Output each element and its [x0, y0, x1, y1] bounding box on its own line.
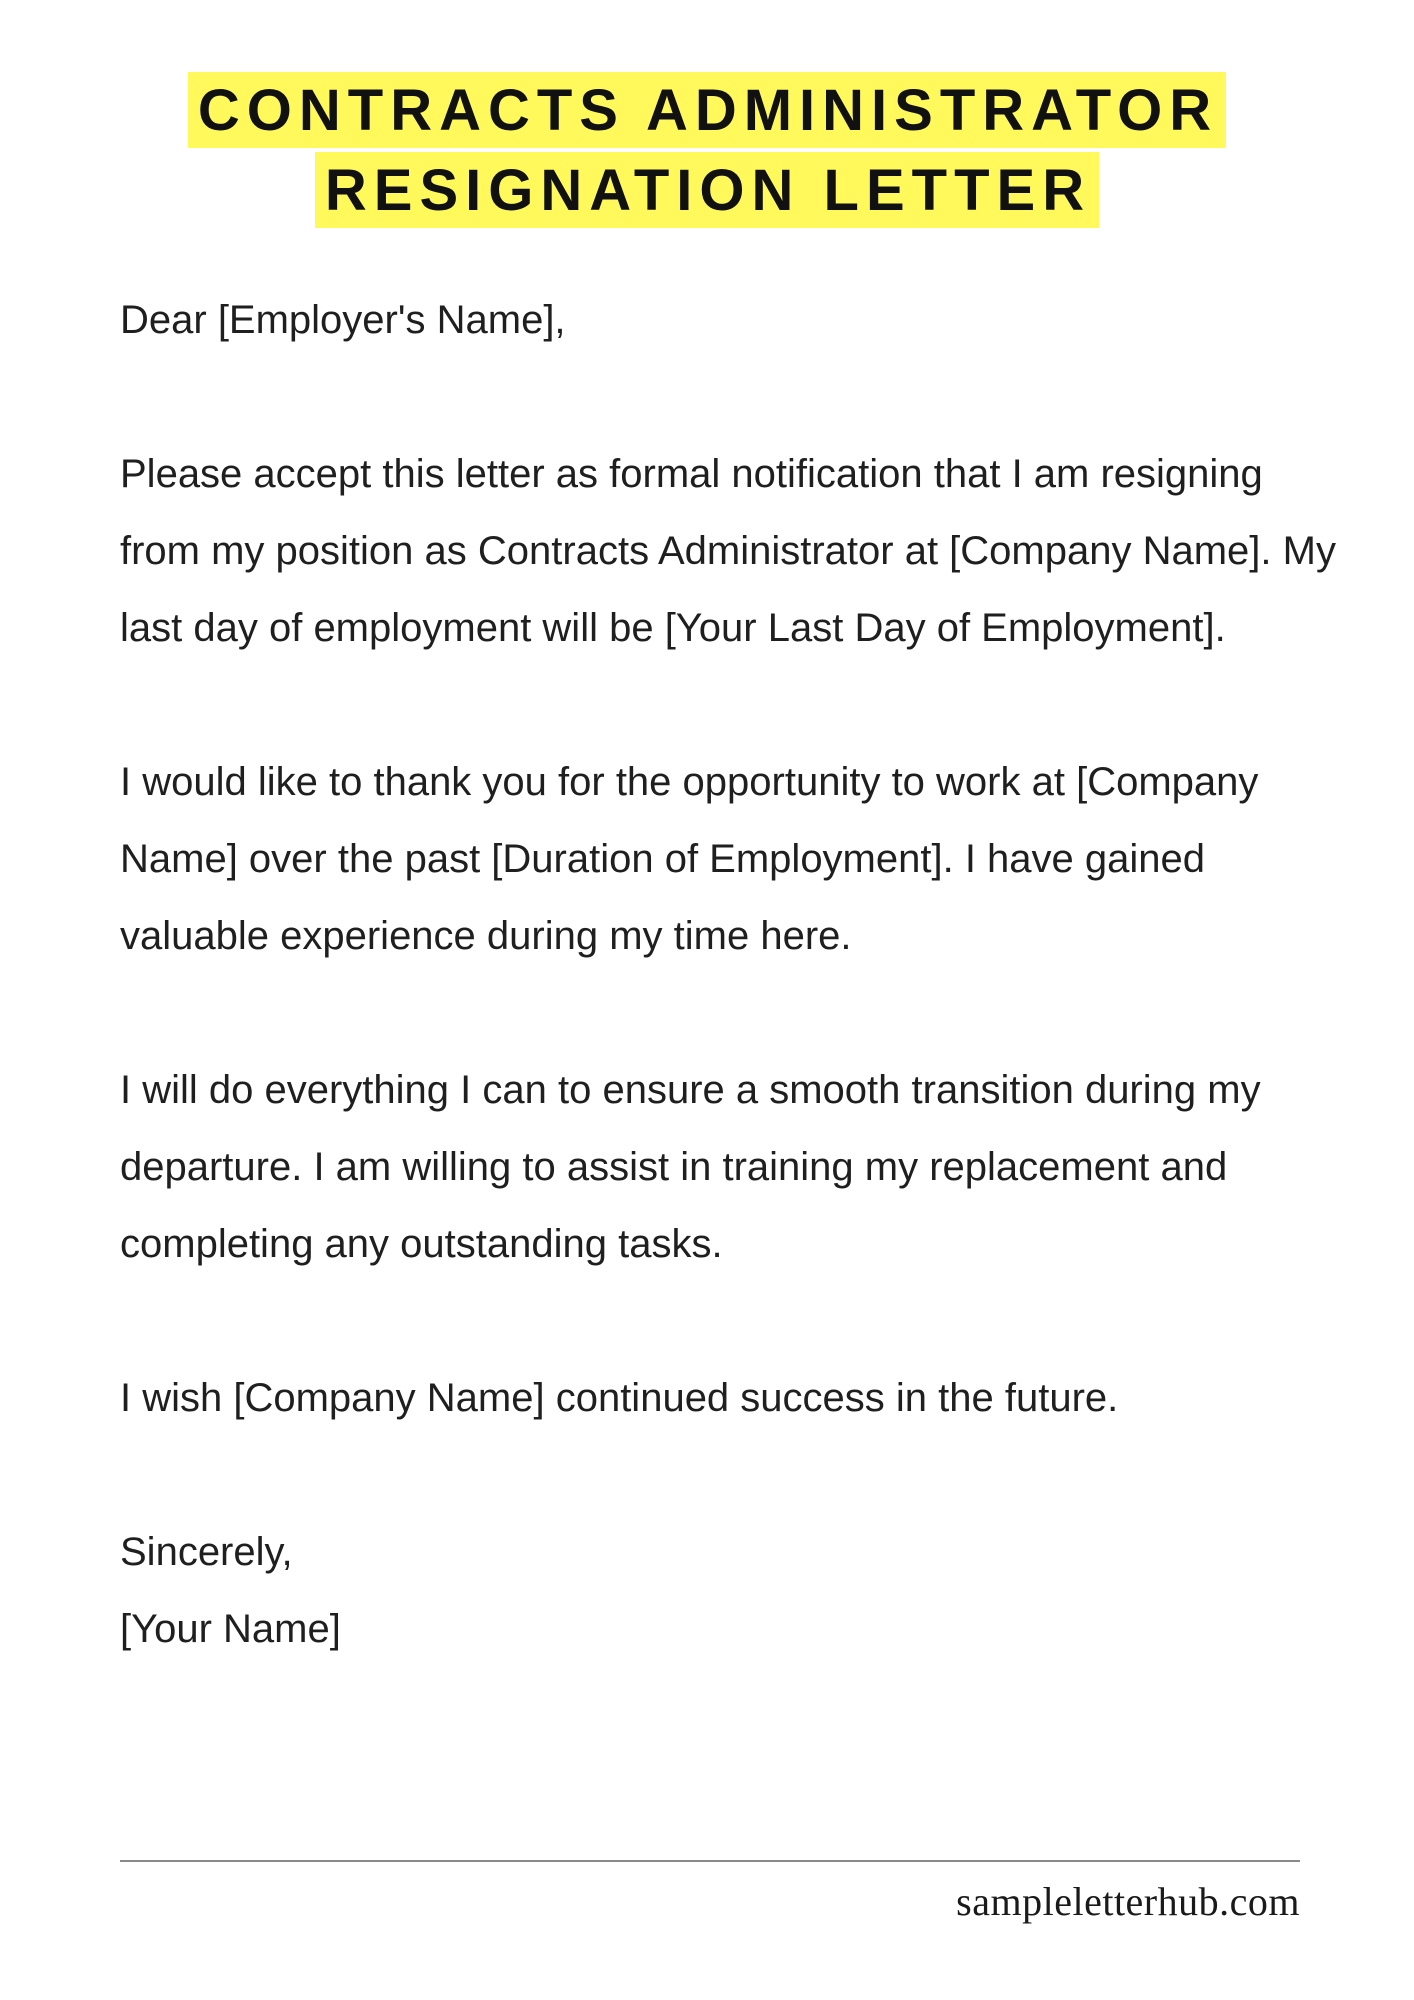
footer-website: sampleletterhub.com [956, 1879, 1300, 1924]
closing: Sincerely, [120, 1530, 293, 1574]
signature: [Your Name] [120, 1607, 341, 1651]
title-line-1: CONTRACTS ADMINISTRATOR [188, 72, 1226, 148]
paragraph-thanks: I would like to thank you for the opportunity to work at [Company Name] over the past [Duration of Employment]. I have gained valuable experience during my time here. [120, 760, 1259, 958]
paragraph-wishes: I wish [Company Name] continued success in the future. [120, 1376, 1119, 1420]
document-title [0, 72, 1414, 228]
paragraph-resignation: Please accept this letter as formal notification that I am resigning from my position as Contracts Administrator at [Company Name]. My last day of employment will be [Your Last Day of Employment]. [120, 452, 1336, 650]
paragraph-transition: I will do everything I can to ensure a smooth transition during my departure. I am willing to assist in training my replacement and completing any outstanding tasks. [120, 1068, 1261, 1266]
title-line-2: RESIGNATION LETTER [315, 152, 1099, 228]
footer-divider [120, 1860, 1300, 1862]
letter-body [120, 282, 1350, 1668]
salutation: Dear [Employer's Name], [120, 298, 566, 342]
